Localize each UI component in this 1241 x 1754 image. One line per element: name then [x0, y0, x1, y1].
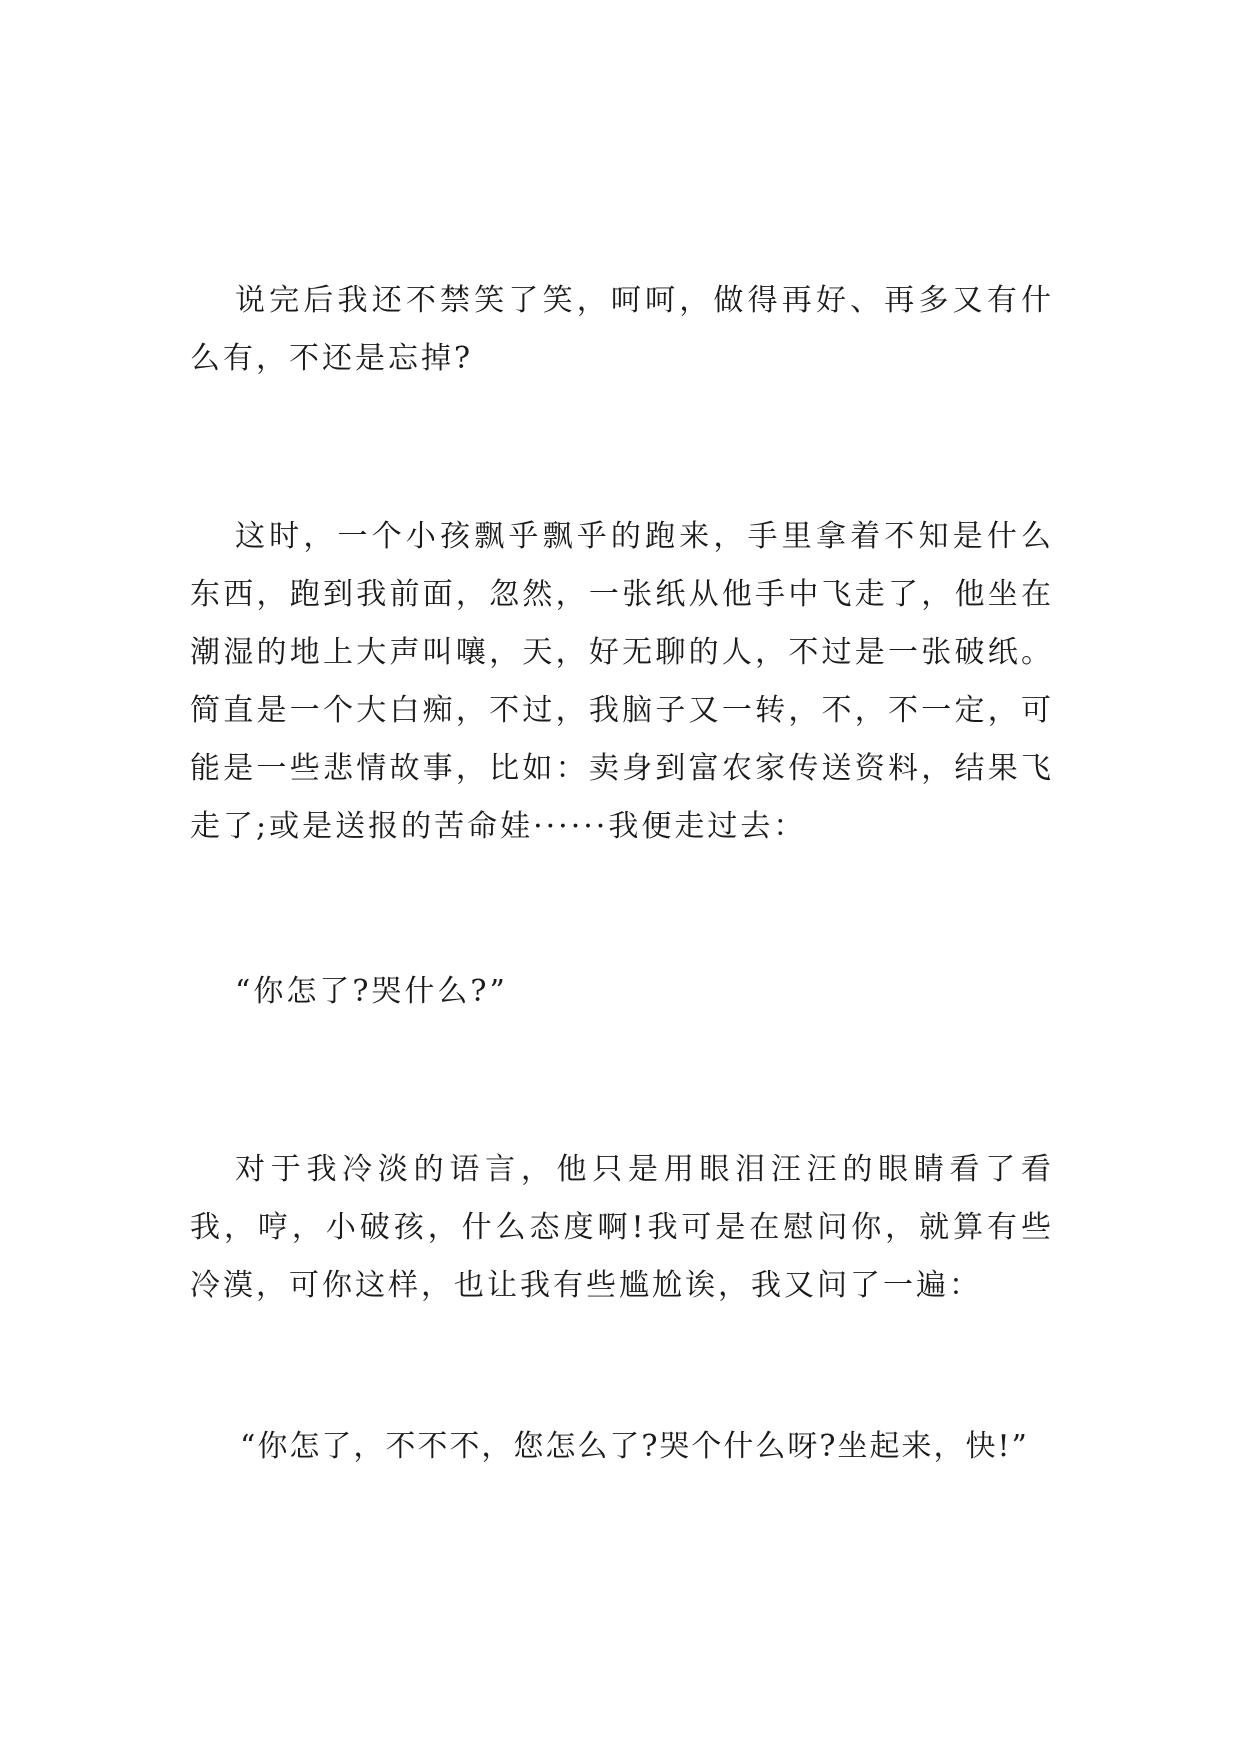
paragraph: 这时，一个小孩飘乎飘乎的跑来，手里拿着不知是什么东西，跑到我前面，忽然，一张纸从他手中飞走了，他坐在潮湿的地上大声叫嚷，天，好无聊的人，不过是一张破纸。简直是一个大白痴，不过，我脑子又一转，不，不一定，可能是一些悲情故事，比如：卖身到富农家传送资料，结果飞走了;或是送报的苦命娃······我便走过去：	[190, 519, 1054, 844]
dialogue-paragraph: “你怎了，不不不，您怎么了?哭个什么呀?坐起来，快!”	[240, 1429, 1029, 1464]
dialogue-paragraph: “你怎了?哭什么?”	[235, 974, 508, 1009]
paragraph: 对于我冷淡的语言，他只是用眼泪汪汪的眼睛看了看我，哼，小破孩，什么态度啊!我可是在慰问你，就算有些冷漠，可你这样，也让我有些尴尬诶，我又问了一遍：	[190, 1152, 1054, 1303]
paragraph: 说完后我还不禁笑了笑，呵呵，做得再好、再多又有什么有，不还是忘掉?	[190, 283, 1054, 376]
